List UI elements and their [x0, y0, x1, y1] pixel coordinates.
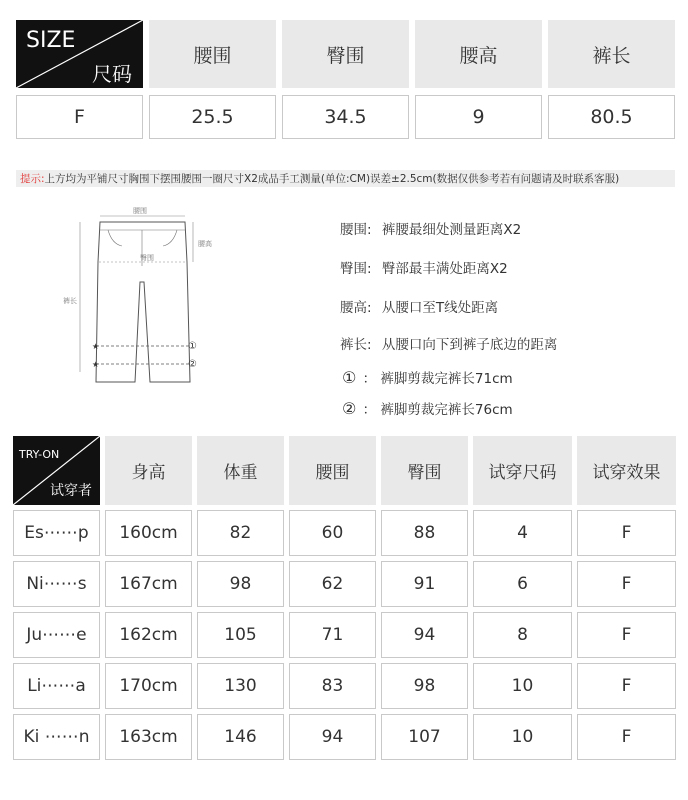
tryon-cell-height: 170cm	[105, 663, 192, 709]
note-text: 上方均为平铺尺寸胸围下摆围腰围一圈尺寸X2成品手工测量(单位:CM)误差±2.5cm(数据仅供参考若有问题请及时联系客服)	[44, 173, 620, 185]
star-icon: ★	[92, 360, 100, 369]
tryon-corner-header	[13, 436, 100, 505]
diagram-waist-label: 腰围	[133, 207, 147, 215]
tryon-cell-size: 6	[473, 561, 572, 607]
desc-key: ①	[342, 368, 357, 387]
tryon-header-size: 试穿尺码	[473, 436, 572, 505]
desc-key: 腰高:	[340, 300, 372, 316]
size-header-length: 裤长	[548, 20, 675, 88]
tryon-cell-height: 167cm	[105, 561, 192, 607]
desc-length	[340, 333, 557, 353]
desc-key: 臀围:	[340, 261, 372, 277]
desc-rise	[340, 296, 498, 316]
desc-mark-2	[342, 398, 513, 418]
desc-text: 从腰口至T线处距离	[381, 300, 499, 316]
tryon-cell-hip: 98	[381, 663, 468, 709]
desc-key: ②	[342, 399, 357, 418]
diagram-mark-2: ②	[188, 359, 197, 370]
tryon-cell-height: 160cm	[105, 510, 192, 556]
desc-hip	[340, 257, 508, 277]
tryon-cell-effect: F	[577, 510, 676, 556]
desc-waist	[340, 218, 521, 238]
note-prefix: 提示:	[20, 173, 45, 185]
size-corner-header	[16, 20, 143, 88]
size-cell-hip: 34.5	[282, 95, 409, 139]
tryon-cell-name: Ni⋯⋯s	[13, 561, 100, 607]
tryon-cell-waist: 60	[289, 510, 376, 556]
diagram-length-label: 裤长	[63, 297, 77, 305]
diagram-rise-label: 腰高	[198, 240, 212, 248]
size-header-hip: 臀围	[282, 20, 409, 88]
tryon-cell-weight: 146	[197, 714, 284, 760]
tryon-cell-name: Ju⋯⋯e	[13, 612, 100, 658]
tryon-cell-name: Li⋯⋯a	[13, 663, 100, 709]
diagram-hip-label: 臀围	[140, 254, 154, 262]
pants-outline	[96, 222, 190, 382]
tryon-cell-hip: 107	[381, 714, 468, 760]
desc-text: ： 裤脚剪裁完裤长71cm	[362, 371, 513, 387]
desc-text: 从腰口向下到裤子底边的距离	[381, 337, 558, 353]
desc-key: 腰围:	[340, 222, 372, 238]
tryon-cell-effect: F	[577, 714, 676, 760]
tryon-cell-size: 4	[473, 510, 572, 556]
desc-key: 裤长:	[340, 337, 372, 353]
tryon-cell-height: 162cm	[105, 612, 192, 658]
size-cell-waist: 25.5	[149, 95, 276, 139]
tryon-cell-height: 163cm	[105, 714, 192, 760]
tryon-corner-bottom-label: 试穿者	[50, 483, 92, 499]
tryon-cell-hip: 88	[381, 510, 468, 556]
tryon-cell-waist: 62	[289, 561, 376, 607]
size-corner-bottom-label: 尺码	[92, 62, 132, 86]
star-icon: ★	[92, 342, 100, 351]
tryon-cell-waist: 71	[289, 612, 376, 658]
desc-text: ： 裤脚剪裁完裤长76cm	[362, 402, 513, 418]
size-header-waist: 腰围	[149, 20, 276, 88]
tryon-cell-hip: 91	[381, 561, 468, 607]
size-cell-size: F	[16, 95, 143, 139]
tryon-header-waist: 腰围	[289, 436, 376, 505]
tryon-cell-weight: 105	[197, 612, 284, 658]
tryon-cell-waist: 83	[289, 663, 376, 709]
tryon-cell-weight: 82	[197, 510, 284, 556]
size-cell-rise: 9	[415, 95, 542, 139]
size-corner-top-label: SIZE	[26, 28, 76, 53]
tryon-cell-size: 10	[473, 663, 572, 709]
tryon-header-effect: 试穿效果	[577, 436, 676, 505]
pants-measurement-diagram	[60, 200, 230, 400]
desc-mark-1	[342, 367, 513, 387]
measurement-note	[16, 170, 675, 187]
tryon-cell-size: 8	[473, 612, 572, 658]
tryon-cell-effect: F	[577, 612, 676, 658]
tryon-header-hip: 臀围	[381, 436, 468, 505]
tryon-header-weight: 体重	[197, 436, 284, 505]
tryon-cell-weight: 98	[197, 561, 284, 607]
tryon-cell-hip: 94	[381, 612, 468, 658]
size-cell-length: 80.5	[548, 95, 675, 139]
tryon-corner-top-label: TRY-ON	[19, 448, 60, 461]
tryon-cell-effect: F	[577, 663, 676, 709]
size-header-rise: 腰高	[415, 20, 542, 88]
diagram-mark-1: ①	[188, 341, 197, 352]
tryon-cell-effect: F	[577, 561, 676, 607]
tryon-cell-size: 10	[473, 714, 572, 760]
tryon-cell-name: Ki ⋯⋯n	[13, 714, 100, 760]
tryon-header-height: 身高	[105, 436, 192, 505]
desc-text: 裤腰最细处测量距离X2	[381, 222, 522, 238]
tryon-cell-weight: 130	[197, 663, 284, 709]
tryon-cell-waist: 94	[289, 714, 376, 760]
tryon-cell-name: Es⋯⋯p	[13, 510, 100, 556]
desc-text: 臀部最丰满处距离X2	[381, 261, 508, 277]
